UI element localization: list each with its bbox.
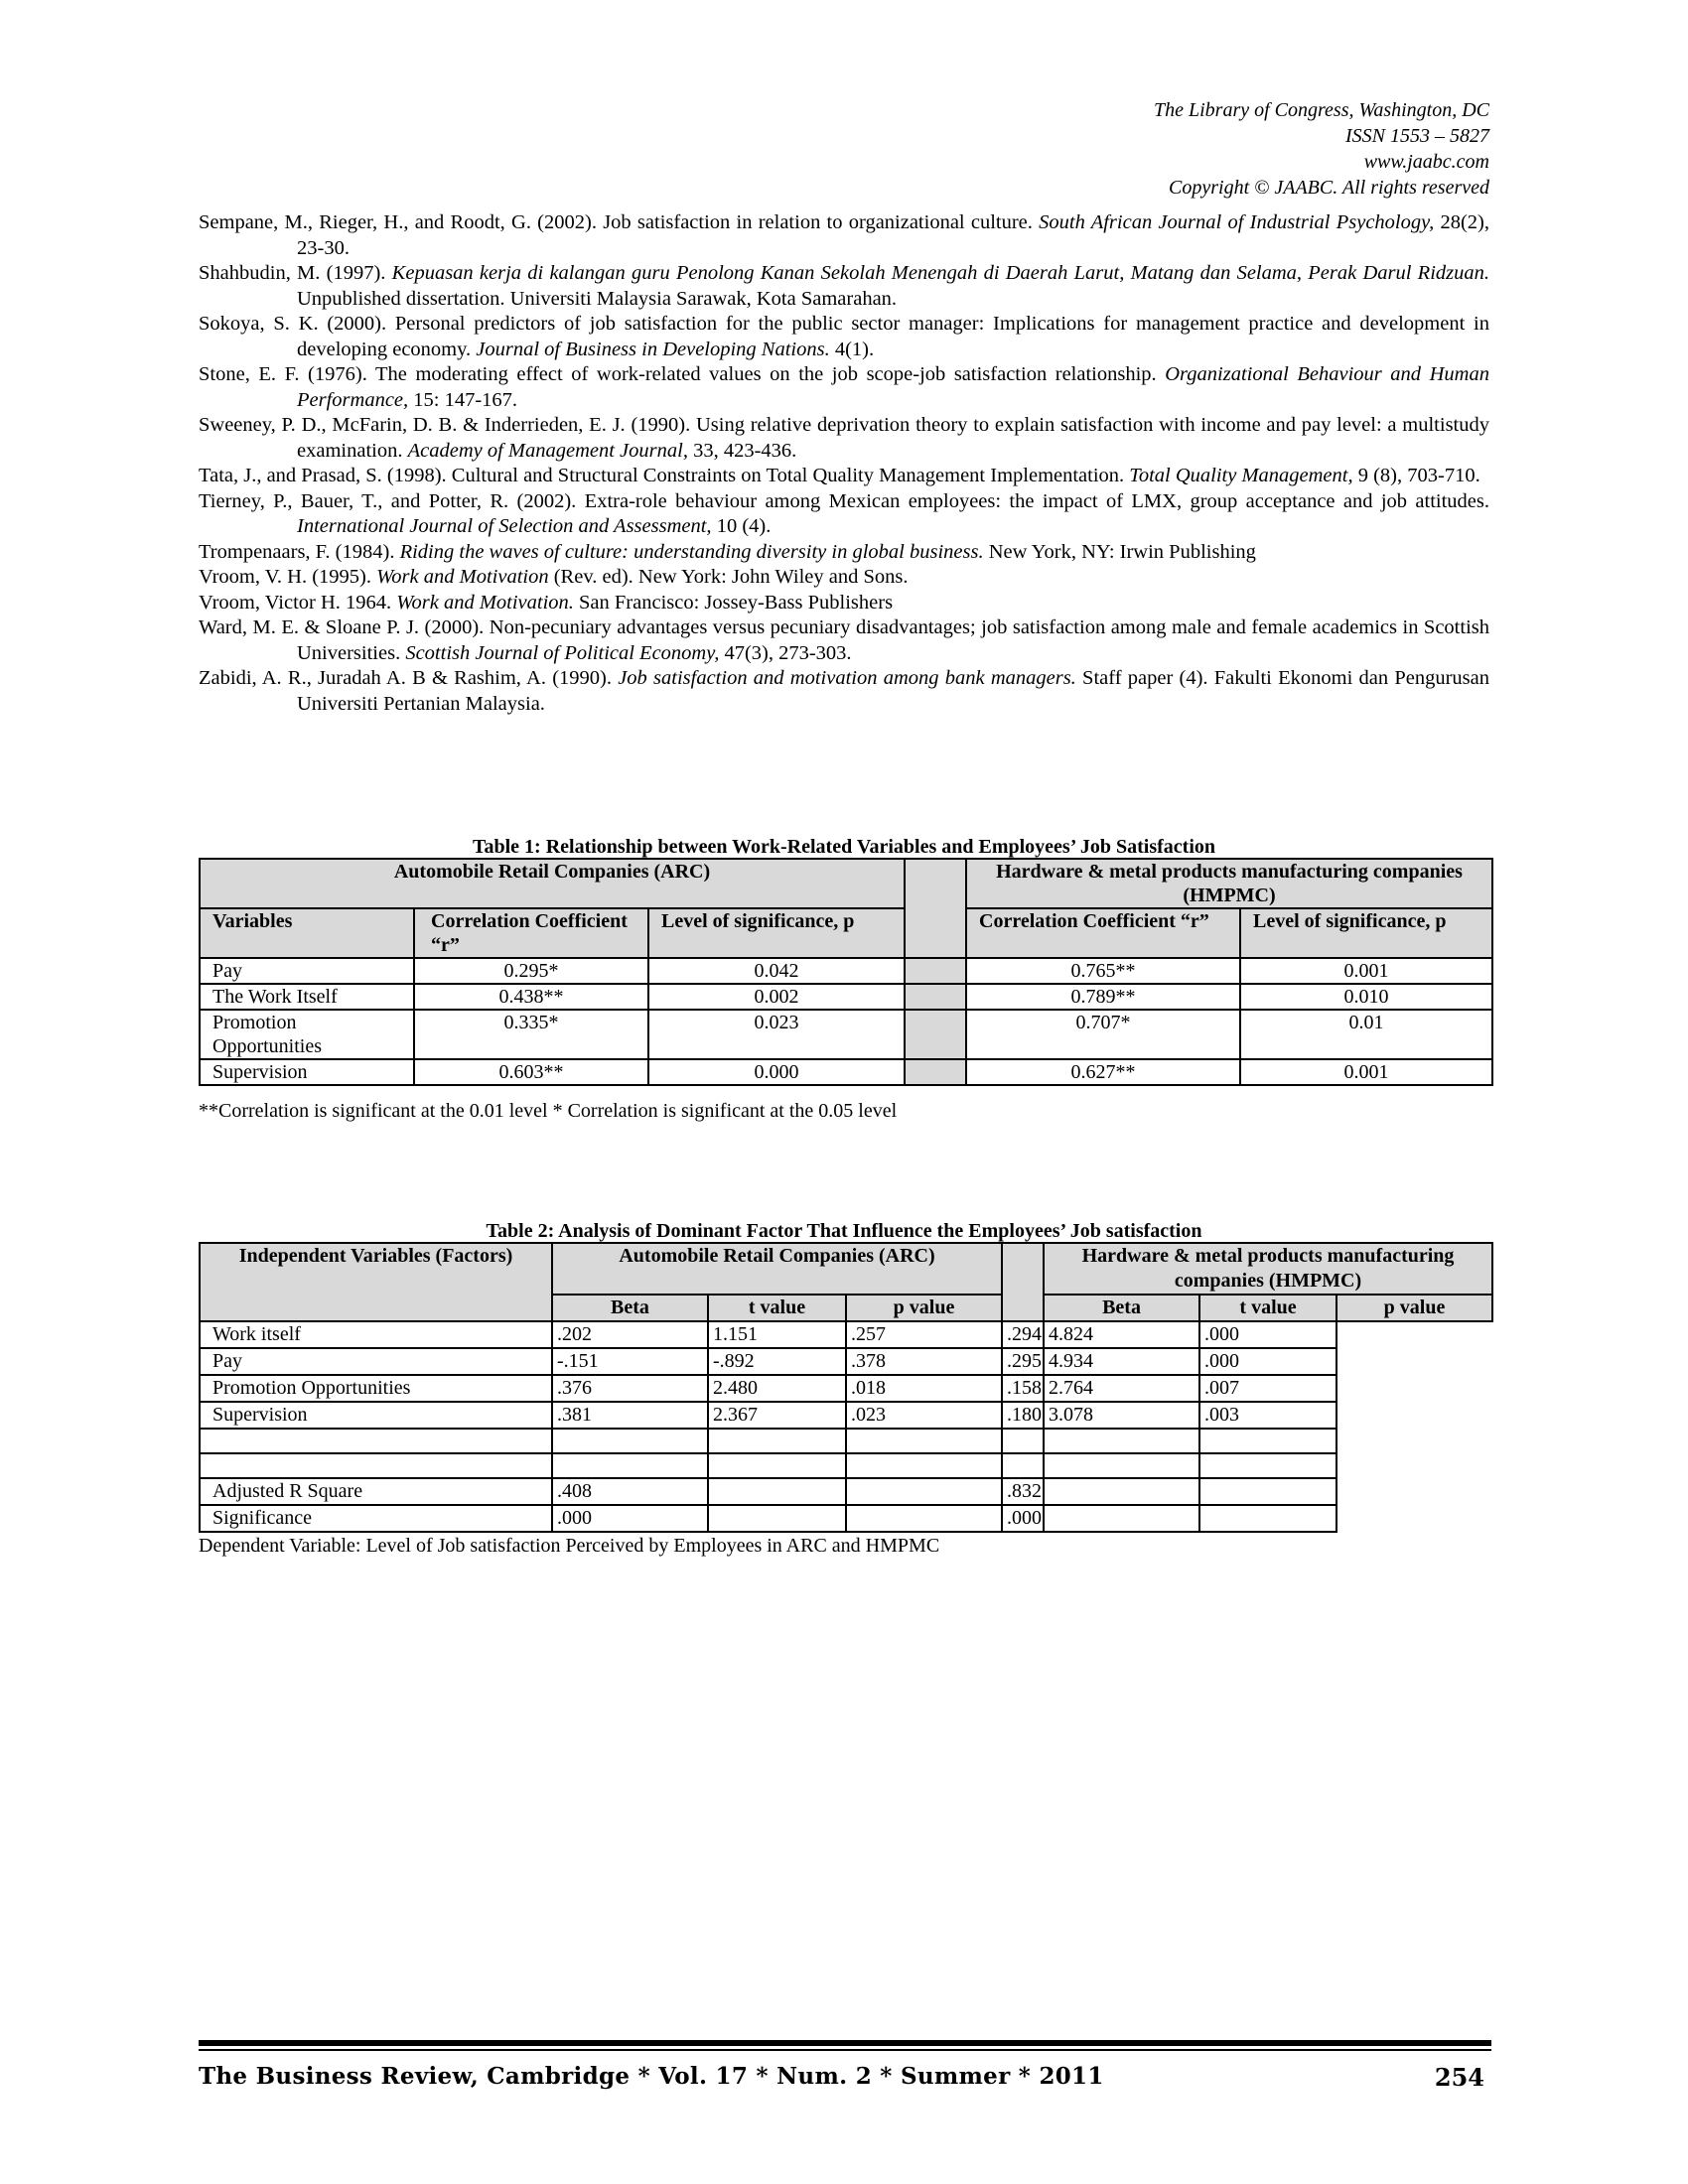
reference-details: 9 (8), 703-710. [1352, 465, 1480, 486]
table1-cell-variable: The Work Itself [200, 984, 414, 1010]
reference-text: Stone, E. F. (1976). The moderating effect of work-related values on the job scope-job satisfaction relationship. [199, 363, 1166, 385]
table1-col-corr-hmpmc: Correlation Coefficient “r” [966, 908, 1240, 958]
header-library: The Library of Congress, Washington, DC [1153, 99, 1489, 121]
table1-group-hmpmc: Hardware & metal products manufacturing companies (HMPMC) [966, 859, 1492, 908]
reference-details: 28(2), 23-30. [297, 211, 1490, 259]
reference-details: 10 (4). [711, 515, 772, 537]
table2-caption: Table 2: Analysis of Dominant Factor That Influence the Employees’ Job satisfaction [486, 1220, 1202, 1242]
reference-entry [199, 261, 1489, 312]
table2-cell-hmpmc-t: 3.078 [1044, 1402, 1199, 1429]
table2-cell-arc-p: .018 [846, 1375, 1002, 1402]
table2-cell-arc-beta: .408 [552, 1478, 708, 1505]
reference-entry [199, 615, 1489, 666]
table2-cell-hmpmc-t [1044, 1478, 1199, 1505]
table2-cell-hmpmc-p [1199, 1453, 1336, 1478]
reference-text: Sweeney, P. D., McFarin, D. B. & Inderrieden, E. J. (1990). Using relative deprivation theory to explain satisfaction with income and pay level: a multistudy examination. [199, 414, 1489, 462]
table2-cell-hmpmc-t [1044, 1505, 1199, 1532]
reference-source: Kepuasan kerja di kalangan guru Penolong Kanan Sekolah Menengah di Daerah Larut, Matang dan Selama, Perak Darul Ridzuan. [391, 262, 1490, 284]
table2-cell-hmpmc-beta: .295 [1002, 1348, 1044, 1375]
table1-cell-hmpmc-r: 0.707* [966, 1010, 1240, 1059]
table2-cell-arc-beta: .381 [552, 1402, 708, 1429]
reference-text: Tierney, P., Bauer, T., and Potter, R. (2002). Extra-role behaviour among Mexican employees: the impact of LMX, group acceptance and job attitudes. [199, 489, 1489, 512]
table1-cell-hmpmc-p: 0.001 [1240, 958, 1492, 984]
table2-cell-hmpmc-beta [1002, 1453, 1044, 1478]
table2-row [200, 1402, 1492, 1429]
table2-gap [1002, 1243, 1044, 1321]
reference-source: Work and Motivation. [396, 591, 574, 614]
reference-text: Vroom, Victor H. 1964. [199, 591, 397, 614]
reference-source: South African Journal of Industrial Psychology, [1039, 211, 1435, 233]
table1-col-variables: Variables [200, 908, 414, 958]
table1-group-arc: Automobile Retail Companies (ARC) [200, 859, 905, 908]
reference-list [199, 210, 1489, 717]
table1-gap-cell [905, 1010, 966, 1059]
table2-cell-arc-t: 1.151 [708, 1321, 846, 1348]
table2-cell-arc-beta: .000 [552, 1505, 708, 1532]
table2-cell-arc-beta [552, 1429, 708, 1453]
table2-cell-arc-t: -.892 [708, 1348, 846, 1375]
table2-cell-arc-beta: -.151 [552, 1348, 708, 1375]
table1-cell-arc-p: 0.002 [648, 984, 905, 1010]
table2-cell-hmpmc-t: 4.824 [1044, 1321, 1199, 1348]
table2-cell-variable [200, 1453, 552, 1478]
footer-rule-thick [199, 2040, 1491, 2046]
reference-details: 15: 147-167. [408, 388, 518, 411]
table2-cell-hmpmc-p: .000 [1199, 1321, 1336, 1348]
table1-cell-arc-p: 0.042 [648, 958, 905, 984]
reference-details: Unpublished dissertation. Universiti Malaysia Sarawak, Kota Samarahan. [297, 287, 898, 310]
table1-cell-variable: Supervision [200, 1059, 414, 1085]
table1-cell-hmpmc-p: 0.01 [1240, 1010, 1492, 1059]
table2-cell-arc-p: .378 [846, 1348, 1002, 1375]
reference-text: Zabidi, A. R., Juradah A. B & Rashim, A. (1990). [199, 667, 619, 689]
table1-col-corr-arc: Correlation Coefficient “r” [414, 908, 648, 958]
table1-gap-cell [905, 984, 966, 1010]
reference-details: (Rev. ed). New York: John Wiley and Sons. [548, 566, 909, 588]
table2-cell-hmpmc-p: .000 [1199, 1348, 1336, 1375]
reference-source: Academy of Management Journal, [407, 439, 688, 462]
table2-cell-arc-p [846, 1505, 1002, 1532]
table2-cell-arc-p: .257 [846, 1321, 1002, 1348]
table1 [199, 858, 1493, 1086]
reference-source: International Journal of Selection and Assessment, [297, 515, 712, 537]
table2-cell-variable: Work itself [200, 1321, 552, 1348]
table2-cell-variable: Supervision [200, 1402, 552, 1429]
table1-cell-arc-r: 0.295* [414, 958, 648, 984]
table2-cell-arc-p: .023 [846, 1402, 1002, 1429]
reference-details: 47(3), 273-303. [719, 641, 852, 664]
table2-cell-hmpmc-beta: .180 [1002, 1402, 1044, 1429]
journal-header [794, 97, 1489, 201]
reference-entry [199, 413, 1489, 464]
table2-row [200, 1478, 1492, 1505]
footer-rule-thin [199, 2049, 1491, 2051]
table2-cell-variable: Adjusted R Square [200, 1478, 552, 1505]
table1-col-sig-arc: Level of significance, p [648, 908, 905, 958]
table1-cell-hmpmc-p: 0.010 [1240, 984, 1492, 1010]
table2-cell-arc-beta [552, 1453, 708, 1478]
table2-col-beta-hmpmc: Beta [1044, 1295, 1199, 1321]
reference-text: Shahbudin, M. (1997). [199, 262, 392, 284]
table1-group-header [200, 859, 1492, 908]
table2-cell-hmpmc-p: .007 [1199, 1375, 1336, 1402]
table1-cell-hmpmc-p: 0.001 [1240, 1059, 1492, 1085]
table1-gap [905, 859, 966, 958]
table2-cell-arc-beta: .202 [552, 1321, 708, 1348]
reference-entry [199, 312, 1489, 362]
table2-cell-hmpmc-t [1044, 1453, 1199, 1478]
table2-cell-arc-p [846, 1429, 1002, 1453]
reference-details: New York, NY: Irwin Publishing [983, 540, 1256, 563]
reference-entry [199, 591, 1489, 616]
table2-row [200, 1375, 1492, 1402]
table2-cell-variable [200, 1429, 552, 1453]
table2-cell-arc-t [708, 1453, 846, 1478]
reference-source: Job satisfaction and motivation among bank managers. [618, 667, 1076, 689]
table2-cell-arc-p [846, 1453, 1002, 1478]
table2-cell-hmpmc-beta: .832 [1002, 1478, 1044, 1505]
reference-text: Sokoya, S. K. (2000). Personal predictors of job satisfaction for the public sector manager: Implications for management practice and development in developing economy. [199, 313, 1489, 360]
table2-col-independent: Independent Variables (Factors) [200, 1243, 552, 1321]
footer-journal: The Business Review, Cambridge * Vol. 17 * Num. 2 * Summer * 2011 [199, 2063, 1104, 2090]
reference-text: Vroom, V. H. (1995). [199, 566, 377, 588]
table2-cell-hmpmc-p [1199, 1478, 1336, 1505]
table1-column-header [200, 908, 1492, 958]
table2-cell-arc-beta: .376 [552, 1375, 708, 1402]
reference-details: 33, 423-436. [687, 439, 797, 462]
reference-source: Total Quality Management, [1129, 465, 1353, 486]
reference-text: Trompenaars, F. (1984). [199, 540, 400, 563]
table2-cell-hmpmc-beta: .000 [1002, 1505, 1044, 1532]
reference-entry [199, 362, 1489, 413]
table2-row [200, 1429, 1492, 1453]
table2-cell-hmpmc-t: 2.764 [1044, 1375, 1199, 1402]
table2-row [200, 1348, 1492, 1375]
table2-cell-arc-p [846, 1478, 1002, 1505]
table1-gap-cell [905, 1059, 966, 1085]
page-number: 254 [1434, 2063, 1484, 2092]
table2-row [200, 1505, 1492, 1532]
table2-cell-variable: Promotion Opportunities [200, 1375, 552, 1402]
header-copyright: Copyright © JAABC. All rights reserved [1169, 177, 1489, 199]
reference-text: Ward, M. E. & Sloane P. J. (2000). Non-pecuniary advantages versus pecuniary disadvantages; job satisfaction among male and female academics in Scottish Universities. [199, 616, 1489, 664]
table2-col-t-hmpmc: t value [1199, 1295, 1336, 1321]
reference-entry [199, 540, 1489, 566]
table2-cell-hmpmc-beta: .158 [1002, 1375, 1044, 1402]
table2-col-p-arc: p value [846, 1295, 1002, 1321]
table2-group-arc: Automobile Retail Companies (ARC) [552, 1243, 1002, 1295]
table1-cell-hmpmc-r: 0.789** [966, 984, 1240, 1010]
table1-cell-hmpmc-r: 0.627** [966, 1059, 1240, 1085]
table2-row [200, 1321, 1492, 1348]
table1-cell-arc-p: 0.000 [648, 1059, 905, 1085]
table1-cell-arc-r: 0.603** [414, 1059, 648, 1085]
table2-row [200, 1453, 1492, 1478]
table1-caption: Table 1: Relationship between Work-Related Variables and Employees’ Job Satisfaction [472, 836, 1216, 858]
table1-cell-arc-p: 0.023 [648, 1010, 905, 1059]
table2-cell-arc-t [708, 1478, 846, 1505]
table2-cell-hmpmc-t: 4.934 [1044, 1348, 1199, 1375]
table2-cell-variable: Significance [200, 1505, 552, 1532]
table2-cell-arc-t [708, 1505, 846, 1532]
table2-group-header [200, 1243, 1492, 1295]
reference-source: Organizational Behaviour and Human Performance, [297, 363, 1489, 411]
table2-col-beta-arc: Beta [552, 1295, 708, 1321]
reference-details: Staff paper (4). Fakulti Ekonomi dan Pengurusan Universiti Pertanian Malaysia. [297, 667, 1489, 715]
table1-cell-variable: Pay [200, 958, 414, 984]
reference-source: Scottish Journal of Political Economy, [405, 641, 720, 664]
table2-cell-hmpmc-p: .003 [1199, 1402, 1336, 1429]
table1-row [200, 958, 1492, 984]
table2-cell-hmpmc-p [1199, 1505, 1336, 1532]
reference-details: San Francisco: Jossey-Bass Publishers [573, 591, 894, 614]
reference-entry [199, 210, 1489, 261]
reference-source: Riding the waves of culture: understanding diversity in global business. [399, 540, 984, 563]
header-website: www.jaabc.com [1363, 151, 1489, 173]
table2-cell-arc-t: 2.480 [708, 1375, 846, 1402]
reference-source: Work and Motivation [376, 566, 549, 588]
table1-gap-cell [905, 958, 966, 984]
table1-row [200, 1010, 1492, 1059]
reference-entry [199, 464, 1489, 489]
table2-cell-variable: Pay [200, 1348, 552, 1375]
table1-cell-variable: Promotion Opportunities [200, 1010, 414, 1059]
table2-cell-hmpmc-beta: .294 [1002, 1321, 1044, 1348]
table2-cell-hmpmc-t [1044, 1429, 1199, 1453]
table2-cell-arc-t: 2.367 [708, 1402, 846, 1429]
table1-col-sig-hmpmc: Level of significance, p [1240, 908, 1492, 958]
table2 [199, 1242, 1493, 1533]
reference-entry [199, 666, 1489, 717]
reference-details: 4(1). [829, 338, 875, 360]
table2-col-p-hmpmc: p value [1336, 1295, 1492, 1321]
table2-col-t-arc: t value [708, 1295, 846, 1321]
table1-row [200, 1059, 1492, 1085]
reference-entry [199, 489, 1489, 540]
table2-cell-hmpmc-p [1199, 1429, 1336, 1453]
table2-note: Dependent Variable: Level of Job satisfaction Perceived by Employees in ARC and HMPMC [199, 1535, 940, 1557]
table2-group-hmpmc: Hardware & metal products manufacturing companies (HMPMC) [1044, 1243, 1492, 1295]
table1-cell-arc-r: 0.335* [414, 1010, 648, 1059]
table1-row [200, 984, 1492, 1010]
table1-note: **Correlation is significant at the 0.01 level * Correlation is significant at the 0.05 level [199, 1100, 898, 1122]
reference-text: Tata, J., and Prasad, S. (1998). Cultural and Structural Constraints on Total Quality Management Implementation. [199, 465, 1130, 486]
table2-cell-arc-t [708, 1429, 846, 1453]
reference-source: Journal of Business in Developing Nations. [476, 338, 830, 360]
table2-cell-hmpmc-beta [1002, 1429, 1044, 1453]
table1-cell-hmpmc-r: 0.765** [966, 958, 1240, 984]
reference-text: Sempane, M., Rieger, H., and Roodt, G. (2002). Job satisfaction in relation to organizational culture. [199, 211, 1040, 233]
reference-entry [199, 565, 1489, 591]
header-issn: ISSN 1553 – 5827 [1345, 125, 1489, 147]
table1-cell-arc-r: 0.438** [414, 984, 648, 1010]
